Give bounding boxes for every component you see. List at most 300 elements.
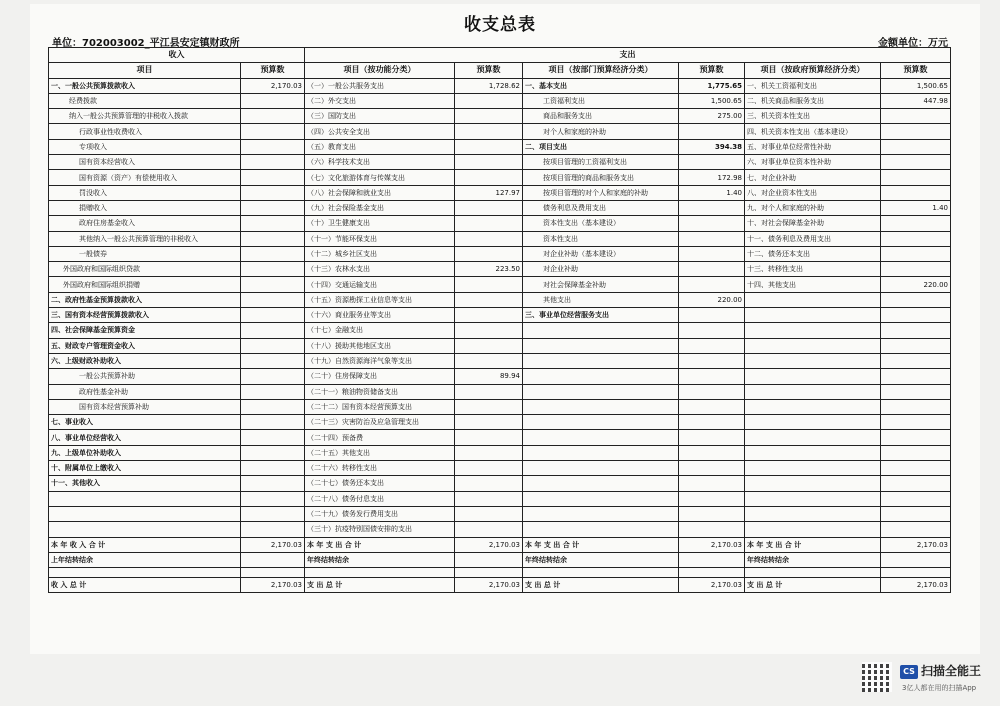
func-budget-cell xyxy=(455,552,523,567)
dept-item-cell xyxy=(523,568,679,578)
func-item-cell: （三十）抗疫特别国债安排的支出 xyxy=(305,522,455,537)
func-budget-cell xyxy=(455,155,523,170)
gov-budget-cell xyxy=(881,109,951,124)
func-budget-cell xyxy=(455,353,523,368)
dept-item-cell: 资本性支出（基本建设） xyxy=(523,216,679,231)
func-budget-cell xyxy=(455,384,523,399)
gov-budget-cell: 447.98 xyxy=(881,93,951,108)
income-budget-cell xyxy=(241,552,305,567)
gov-budget-cell xyxy=(881,369,951,384)
dept-budget-cell xyxy=(679,308,745,323)
dept-budget-cell xyxy=(679,384,745,399)
gov-budget-cell xyxy=(881,568,951,578)
dept-budget-cell xyxy=(679,124,745,139)
gov-budget-cell xyxy=(881,185,951,200)
func-item-cell: （十三）农林水支出 xyxy=(305,262,455,277)
income-budget-cell xyxy=(241,445,305,460)
income-budget-cell xyxy=(241,353,305,368)
gov-item-cell xyxy=(745,338,881,353)
dept-budget-cell xyxy=(679,491,745,506)
dept-item-cell: 对企业补助 xyxy=(523,262,679,277)
expense-header: 支出 xyxy=(305,48,951,63)
income-item-cell: 三、国有资本经营预算拨款收入 xyxy=(49,308,241,323)
income-budget-cell xyxy=(241,185,305,200)
income-budget-cell: 2,170.03 xyxy=(241,537,305,552)
income-budget-cell xyxy=(241,476,305,491)
dept-item-cell xyxy=(523,338,679,353)
dept-budget-cell xyxy=(679,461,745,476)
gov-item-cell xyxy=(745,522,881,537)
gov-item-cell xyxy=(745,568,881,578)
income-item-cell xyxy=(49,568,241,578)
table-row xyxy=(49,491,951,506)
income-item-cell: 国有资本经营预算补助 xyxy=(49,399,241,414)
income-item-cell: 上年结转结余 xyxy=(49,552,241,567)
gov-item-cell xyxy=(745,369,881,384)
func-item-cell: （十七）金融支出 xyxy=(305,323,455,338)
table-row xyxy=(49,552,951,567)
income-item-cell: 二、政府性基金预算拨款收入 xyxy=(49,292,241,307)
dept-budget-cell xyxy=(679,155,745,170)
income-budget-cell xyxy=(241,124,305,139)
dept-budget-cell: 1,775.65 xyxy=(679,78,745,93)
dept-item-cell: 年终结转结余 xyxy=(523,552,679,567)
func-budget-cell: 1,728.62 xyxy=(455,78,523,93)
func-budget-cell xyxy=(455,124,523,139)
dept-budget-cell xyxy=(679,216,745,231)
dept-budget-cell xyxy=(679,323,745,338)
gov-item-cell: 十、对社会保障基金补助 xyxy=(745,216,881,231)
func-item-cell: （二十五）其他支出 xyxy=(305,445,455,460)
gov-budget-cell xyxy=(881,308,951,323)
func-item-cell: （二十）住房保障支出 xyxy=(305,369,455,384)
income-item-cell: 一般公共预算补助 xyxy=(49,369,241,384)
dept-budget-cell xyxy=(679,415,745,430)
func-budget-cell: 89.94 xyxy=(455,369,523,384)
gov-budget-cell xyxy=(881,262,951,277)
func-item-cell: 年终结转结余 xyxy=(305,552,455,567)
gov-item-cell xyxy=(745,491,881,506)
table-row xyxy=(49,568,951,578)
gov-budget-cell xyxy=(881,338,951,353)
dept-item-cell: 债务利息及费用支出 xyxy=(523,200,679,215)
func-budget-cell: 223.50 xyxy=(455,262,523,277)
income-item-cell: 六、上级财政补助收入 xyxy=(49,353,241,368)
func-budget-cell xyxy=(455,461,523,476)
gov-budget-cell xyxy=(881,124,951,139)
dept-item-cell: 工资福利支出 xyxy=(523,93,679,108)
income-budget-cell: 2,170.03 xyxy=(241,78,305,93)
func-budget-cell xyxy=(455,445,523,460)
func-budget-cell xyxy=(455,506,523,521)
dept-budget-cell: 172.98 xyxy=(679,170,745,185)
table-row xyxy=(49,399,951,414)
dept-budget-cell: 275.00 xyxy=(679,109,745,124)
dept-budget-cell: 2,170.03 xyxy=(679,578,745,593)
func-item-cell: （六）科学技术支出 xyxy=(305,155,455,170)
income-item-cell: 罚没收入 xyxy=(49,185,241,200)
table-row xyxy=(49,353,951,368)
gov-item-cell xyxy=(745,308,881,323)
dept-budget-cell: 1,500.65 xyxy=(679,93,745,108)
income-item-cell: 七、事业收入 xyxy=(49,415,241,430)
income-item-cell: 十、附属单位上缴收入 xyxy=(49,461,241,476)
income-item-cell xyxy=(49,506,241,521)
income-budget-cell xyxy=(241,277,305,292)
dept-item-cell xyxy=(523,491,679,506)
brand-watermark xyxy=(900,662,981,679)
gov-item-cell: 本 年 支 出 合 计 xyxy=(745,537,881,552)
dept-item-cell xyxy=(523,323,679,338)
func-item-cell: （八）社会保障和就业支出 xyxy=(305,185,455,200)
dept-item-cell xyxy=(523,384,679,399)
dept-budget-cell xyxy=(679,399,745,414)
table-row xyxy=(49,461,951,476)
income-budget-cell: 2,170.03 xyxy=(241,578,305,593)
func-budget-cell xyxy=(455,231,523,246)
table-row xyxy=(49,93,951,108)
func-item-cell: （十五）资源勘探工业信息等支出 xyxy=(305,292,455,307)
table-row xyxy=(49,109,951,124)
func-budget-cell xyxy=(455,399,523,414)
gov-item-cell: 支 出 总 计 xyxy=(745,578,881,593)
income-item-cell: 十一、其他收入 xyxy=(49,476,241,491)
func-budget-cell xyxy=(455,415,523,430)
dept-item-cell xyxy=(523,415,679,430)
dept-budget-cell xyxy=(679,277,745,292)
table-row xyxy=(49,323,951,338)
gov-item-cell: 年终结转结余 xyxy=(745,552,881,567)
income-budget-cell xyxy=(241,430,305,445)
func-item-cell: （二十八）债务付息支出 xyxy=(305,491,455,506)
table-row xyxy=(49,124,951,139)
dept-item-cell: 商品和服务支出 xyxy=(523,109,679,124)
dept-budget-cell: 394.38 xyxy=(679,139,745,154)
income-item-cell: 捐赠收入 xyxy=(49,200,241,215)
func-item-cell: （二十一）粮油物资储备支出 xyxy=(305,384,455,399)
gov-budget-cell: 2,170.03 xyxy=(881,537,951,552)
func-item-cell: （十二）城乡社区支出 xyxy=(305,246,455,261)
income-budget-cell xyxy=(241,568,305,578)
func-budget-cell xyxy=(455,430,523,445)
func-item-cell: 本 年 支 出 合 计 xyxy=(305,537,455,552)
gov-item-cell xyxy=(745,445,881,460)
gov-item-cell xyxy=(745,415,881,430)
col-budget: 预算数 xyxy=(241,63,305,78)
income-item-cell: 国有资本经营收入 xyxy=(49,155,241,170)
dept-budget-cell xyxy=(679,338,745,353)
func-budget-cell xyxy=(455,308,523,323)
dept-item-cell xyxy=(523,445,679,460)
gov-item-cell: 四、机关资本性支出（基本建设） xyxy=(745,124,881,139)
gov-item-cell xyxy=(745,323,881,338)
dept-budget-cell: 1.40 xyxy=(679,185,745,200)
income-item-cell: 外国政府和国际组织贷款 xyxy=(49,262,241,277)
dept-item-cell xyxy=(523,399,679,414)
income-item-cell: 政府性基金补助 xyxy=(49,384,241,399)
func-item-cell: （二十六）转移性支出 xyxy=(305,461,455,476)
dept-budget-cell xyxy=(679,568,745,578)
dept-item-cell: 本 年 支 出 合 计 xyxy=(523,537,679,552)
func-item-cell: （十六）商业服务业等支出 xyxy=(305,308,455,323)
dept-item-cell: 对企业补助（基本建设） xyxy=(523,246,679,261)
income-item-cell: 经费拨款 xyxy=(49,93,241,108)
func-budget-cell xyxy=(455,216,523,231)
func-budget-cell xyxy=(455,476,523,491)
table-row xyxy=(49,262,951,277)
dept-item-cell: 资本性支出 xyxy=(523,231,679,246)
income-item-cell xyxy=(49,491,241,506)
gov-item-cell xyxy=(745,399,881,414)
func-budget-cell: 127.97 xyxy=(455,185,523,200)
income-budget-cell xyxy=(241,109,305,124)
gov-budget-cell: 1.40 xyxy=(881,200,951,215)
func-item-cell: （二十三）灾害防治及应急管理支出 xyxy=(305,415,455,430)
dept-item-cell: 其他支出 xyxy=(523,292,679,307)
table-row xyxy=(49,415,951,430)
func-item-cell: （五）教育支出 xyxy=(305,139,455,154)
income-budget-cell xyxy=(241,93,305,108)
table-row xyxy=(49,155,951,170)
gov-budget-cell xyxy=(881,216,951,231)
income-item-cell: 纳入一般公共预算管理的非税收入拨款 xyxy=(49,109,241,124)
gov-item-cell: 七、对企业补助 xyxy=(745,170,881,185)
table-row xyxy=(49,537,951,552)
table-row xyxy=(49,522,951,537)
income-item-cell: 九、上级单位补助收入 xyxy=(49,445,241,460)
func-item-cell: （七）文化旅游体育与传媒支出 xyxy=(305,170,455,185)
income-budget-cell xyxy=(241,216,305,231)
func-budget-cell xyxy=(455,246,523,261)
income-budget-cell xyxy=(241,231,305,246)
dept-budget-cell xyxy=(679,262,745,277)
gov-item-cell: 五、对事业单位经常性补助 xyxy=(745,139,881,154)
func-item-cell: （九）社会保险基金支出 xyxy=(305,200,455,215)
income-item-cell: 四、社会保障基金预算资金 xyxy=(49,323,241,338)
func-budget-cell xyxy=(455,292,523,307)
table-row xyxy=(49,292,951,307)
income-item-cell: 八、事业单位经营收入 xyxy=(49,430,241,445)
col-gov: 项目（按政府预算经济分类） xyxy=(745,63,881,78)
func-budget-cell xyxy=(455,323,523,338)
col-budget: 预算数 xyxy=(679,63,745,78)
dept-item-cell: 一、基本支出 xyxy=(523,78,679,93)
gov-budget-cell xyxy=(881,353,951,368)
dept-budget-cell xyxy=(679,231,745,246)
qr-code-icon xyxy=(862,662,892,692)
income-item-cell: 政府住房基金收入 xyxy=(49,216,241,231)
func-budget-cell xyxy=(455,139,523,154)
func-budget-cell xyxy=(455,200,523,215)
income-budget-cell xyxy=(241,338,305,353)
table-row xyxy=(49,170,951,185)
table-row xyxy=(49,506,951,521)
gov-item-cell: 十二、债务还本支出 xyxy=(745,246,881,261)
col-item: 项目 xyxy=(49,63,241,78)
func-item-cell: （二十二）国有资本经营预算支出 xyxy=(305,399,455,414)
gov-item-cell xyxy=(745,384,881,399)
func-item-cell: （十）卫生健康支出 xyxy=(305,216,455,231)
gov-budget-cell xyxy=(881,522,951,537)
table-row xyxy=(49,78,951,93)
gov-item-cell: 一、机关工资福利支出 xyxy=(745,78,881,93)
income-budget-cell xyxy=(241,308,305,323)
gov-budget-cell xyxy=(881,292,951,307)
income-item-cell xyxy=(49,522,241,537)
currency-unit-label: 金额单位：万元 xyxy=(878,38,948,49)
brand-tagline: 3亿人都在用的扫描App xyxy=(902,684,977,692)
col-func: 项目（按功能分类） xyxy=(305,63,455,78)
dept-item-cell: 按项目管理的工资福利支出 xyxy=(523,155,679,170)
func-item-cell: （十一）节能环保支出 xyxy=(305,231,455,246)
gov-budget-cell xyxy=(881,155,951,170)
dept-item-cell xyxy=(523,430,679,445)
income-budget-cell xyxy=(241,491,305,506)
dept-budget-cell xyxy=(679,200,745,215)
table-row xyxy=(49,277,951,292)
dept-item-cell xyxy=(523,369,679,384)
income-budget-cell xyxy=(241,384,305,399)
gov-item-cell: 八、对企业资本性支出 xyxy=(745,185,881,200)
income-budget-cell xyxy=(241,200,305,215)
func-item-cell xyxy=(305,568,455,578)
table-row xyxy=(49,369,951,384)
func-budget-cell xyxy=(455,93,523,108)
page-title: 收支总表 xyxy=(464,15,536,35)
gov-budget-cell xyxy=(881,415,951,430)
col-dept: 项目（按部门预算经济分类） xyxy=(523,63,679,78)
dept-budget-cell: 2,170.03 xyxy=(679,537,745,552)
income-item-cell: 五、财政专户管理资金收入 xyxy=(49,338,241,353)
dept-budget-cell xyxy=(679,445,745,460)
dept-budget-cell xyxy=(679,552,745,567)
income-budget-cell xyxy=(241,155,305,170)
gov-item-cell: 十三、转移性支出 xyxy=(745,262,881,277)
unit-label: 单位：702003002_平江县安定镇财政所 xyxy=(52,38,240,49)
income-budget-cell xyxy=(241,522,305,537)
gov-budget-cell xyxy=(881,170,951,185)
gov-item-cell xyxy=(745,292,881,307)
gov-item-cell xyxy=(745,353,881,368)
dept-item-cell: 三、事业单位经营服务支出 xyxy=(523,308,679,323)
gov-item-cell xyxy=(745,430,881,445)
gov-item-cell: 九、对个人和家庭的补助 xyxy=(745,200,881,215)
income-item-cell: 行政事业性收费收入 xyxy=(49,124,241,139)
dept-item-cell xyxy=(523,353,679,368)
table-body xyxy=(49,78,951,593)
func-budget-cell xyxy=(455,338,523,353)
func-budget-cell: 2,170.03 xyxy=(455,578,523,593)
func-budget-cell: 2,170.03 xyxy=(455,537,523,552)
dept-budget-cell xyxy=(679,246,745,261)
gov-budget-cell xyxy=(881,430,951,445)
table-row xyxy=(49,445,951,460)
income-budget-cell xyxy=(241,246,305,261)
dept-item-cell xyxy=(523,461,679,476)
func-item-cell: 支 出 总 计 xyxy=(305,578,455,593)
table-row xyxy=(49,308,951,323)
gov-item-cell xyxy=(745,506,881,521)
dept-item-cell xyxy=(523,476,679,491)
income-budget-cell xyxy=(241,506,305,521)
dept-budget-cell xyxy=(679,353,745,368)
gov-item-cell: 十一、债务利息及费用支出 xyxy=(745,231,881,246)
income-item-cell: 专项收入 xyxy=(49,139,241,154)
dept-item-cell: 二、项目支出 xyxy=(523,139,679,154)
gov-item-cell: 三、机关资本性支出 xyxy=(745,109,881,124)
income-item-cell: 国有资源（资产）有偿使用收入 xyxy=(49,170,241,185)
func-item-cell: （一）一般公共服务支出 xyxy=(305,78,455,93)
dept-budget-cell xyxy=(679,369,745,384)
dept-item-cell: 对个人和家庭的补助 xyxy=(523,124,679,139)
gov-item-cell: 十四、其他支出 xyxy=(745,277,881,292)
brand-logo-icon: CS xyxy=(900,665,918,679)
gov-budget-cell xyxy=(881,323,951,338)
dept-budget-cell: 220.00 xyxy=(679,292,745,307)
dept-budget-cell xyxy=(679,476,745,491)
table-row xyxy=(49,338,951,353)
income-item-cell: 其他纳入一般公共预算管理的非税收入 xyxy=(49,231,241,246)
table-row xyxy=(49,231,951,246)
func-item-cell: （十四）交通运输支出 xyxy=(305,277,455,292)
dept-budget-cell xyxy=(679,430,745,445)
income-item-cell: 收 入 总 计 xyxy=(49,578,241,593)
dept-item-cell xyxy=(523,506,679,521)
func-item-cell: （二十四）预备费 xyxy=(305,430,455,445)
gov-budget-cell xyxy=(881,139,951,154)
func-item-cell: （二）外交支出 xyxy=(305,93,455,108)
gov-item-cell xyxy=(745,461,881,476)
dept-item-cell: 按项目管理的对个人和家庭的补助 xyxy=(523,185,679,200)
table-row xyxy=(49,246,951,261)
table-row xyxy=(49,185,951,200)
gov-item-cell: 六、对事业单位资本性补助 xyxy=(745,155,881,170)
table-row xyxy=(49,216,951,231)
func-budget-cell xyxy=(455,568,523,578)
income-item-cell: 一般债券 xyxy=(49,246,241,261)
func-item-cell: （四）公共安全支出 xyxy=(305,124,455,139)
dept-item-cell xyxy=(523,522,679,537)
gov-budget-cell: 1,500.65 xyxy=(881,78,951,93)
income-budget-cell xyxy=(241,399,305,414)
dept-budget-cell xyxy=(679,522,745,537)
gov-budget-cell xyxy=(881,399,951,414)
income-budget-cell xyxy=(241,369,305,384)
income-budget-cell xyxy=(241,170,305,185)
table-row xyxy=(49,476,951,491)
func-item-cell: （三）国防支出 xyxy=(305,109,455,124)
dept-budget-cell xyxy=(679,506,745,521)
income-budget-cell xyxy=(241,461,305,476)
gov-budget-cell xyxy=(881,491,951,506)
func-budget-cell xyxy=(455,491,523,506)
col-budget: 预算数 xyxy=(881,63,951,78)
income-item-cell: 外国政府和国际组织捐赠 xyxy=(49,277,241,292)
func-item-cell: （十八）援助其他地区支出 xyxy=(305,338,455,353)
func-item-cell: （二十七）债务还本支出 xyxy=(305,476,455,491)
gov-item-cell xyxy=(745,476,881,491)
income-budget-cell xyxy=(241,323,305,338)
gov-budget-cell: 220.00 xyxy=(881,277,951,292)
income-item-cell: 一、一般公共预算拨款收入 xyxy=(49,78,241,93)
table-row xyxy=(49,139,951,154)
summary-table xyxy=(48,47,951,593)
func-budget-cell xyxy=(455,109,523,124)
col-budget: 预算数 xyxy=(455,63,523,78)
gov-budget-cell xyxy=(881,445,951,460)
income-header: 收入 xyxy=(49,48,305,63)
table-row xyxy=(49,200,951,215)
